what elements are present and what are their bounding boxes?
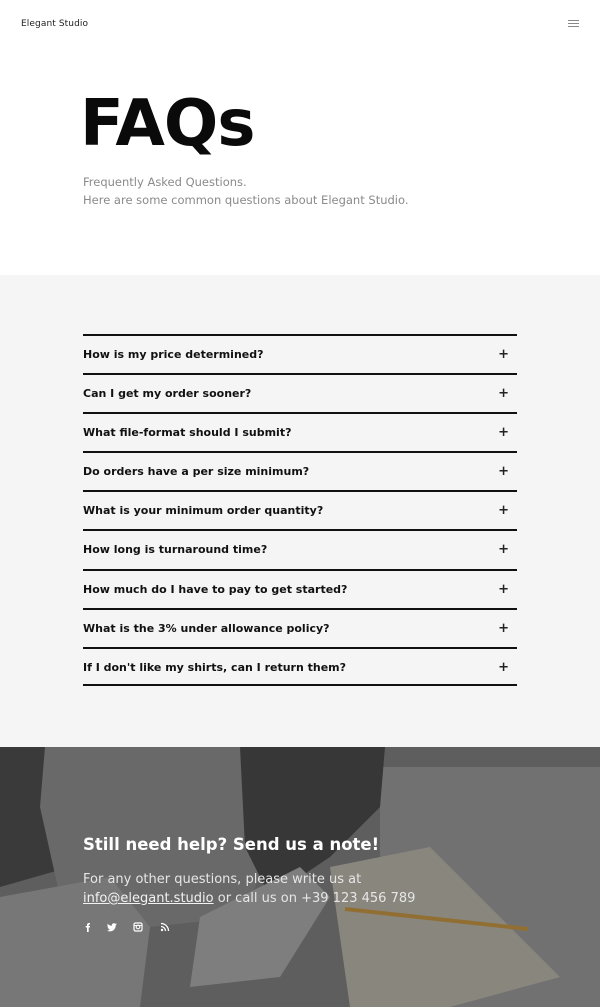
plus-icon[interactable]: +: [498, 425, 509, 441]
page-title: FAQs: [80, 87, 255, 161]
facebook-icon[interactable]: [82, 921, 94, 933]
site-header: [0, 0, 600, 50]
faq-list: [83, 334, 517, 686]
phone-text: or call us on +39 123 456 789: [213, 891, 416, 906]
subtitle-line-1: Frequently Asked Questions.: [83, 175, 247, 189]
contact-line-1: For any other questions, please write us at: [83, 872, 362, 887]
subtitle-line-2: Here are some common questions about Elegant Studio.: [83, 192, 409, 207]
contact-line-2: [83, 889, 415, 908]
contact-text: [83, 870, 415, 908]
plus-icon[interactable]: +: [498, 659, 509, 675]
faq-question: Do orders have a per size minimum?: [83, 465, 310, 479]
plus-icon[interactable]: +: [498, 581, 509, 597]
faq-item[interactable]: [83, 451, 517, 490]
contact-section: [0, 747, 600, 1007]
faq-item[interactable]: [83, 608, 517, 647]
faq-item[interactable]: [83, 647, 517, 686]
plus-icon[interactable]: +: [498, 386, 509, 402]
faq-question: How long is turnaround time?: [83, 543, 268, 557]
twitter-icon[interactable]: [106, 921, 118, 933]
faq-question: Can I get my order sooner?: [83, 387, 252, 401]
faq-section: [0, 275, 600, 747]
rss-icon[interactable]: [159, 921, 171, 933]
faq-item[interactable]: [83, 373, 517, 412]
plus-icon[interactable]: +: [498, 503, 509, 519]
faq-question: What file-format should I submit?: [83, 426, 292, 440]
plus-icon[interactable]: +: [498, 347, 509, 362]
plus-icon[interactable]: +: [498, 620, 509, 636]
contact-title: Still need help? Send us a note!: [83, 835, 380, 854]
hamburger-menu-icon[interactable]: [568, 20, 579, 29]
faq-item[interactable]: [83, 334, 517, 373]
faq-question: What is your minimum order quantity?: [83, 504, 324, 518]
faq-question: How is my price determined?: [83, 348, 264, 361]
faq-question: What is the 3% under allowance policy?: [83, 621, 330, 635]
page-subtitle: [83, 174, 408, 209]
plus-icon[interactable]: +: [498, 464, 509, 480]
faq-item[interactable]: [83, 569, 517, 608]
instagram-icon[interactable]: [132, 921, 144, 933]
email-link[interactable]: info@elegant.studio: [83, 891, 214, 906]
faq-question: If I don't like my shirts, can I return them?: [83, 660, 347, 674]
faq-item[interactable]: [83, 529, 517, 568]
plus-icon[interactable]: +: [498, 542, 509, 558]
brand-logo[interactable]: Elegant Studio: [21, 19, 89, 29]
faq-item[interactable]: [83, 490, 517, 529]
faq-question: How much do I have to pay to get started?: [83, 582, 348, 596]
faq-item[interactable]: [83, 412, 517, 451]
